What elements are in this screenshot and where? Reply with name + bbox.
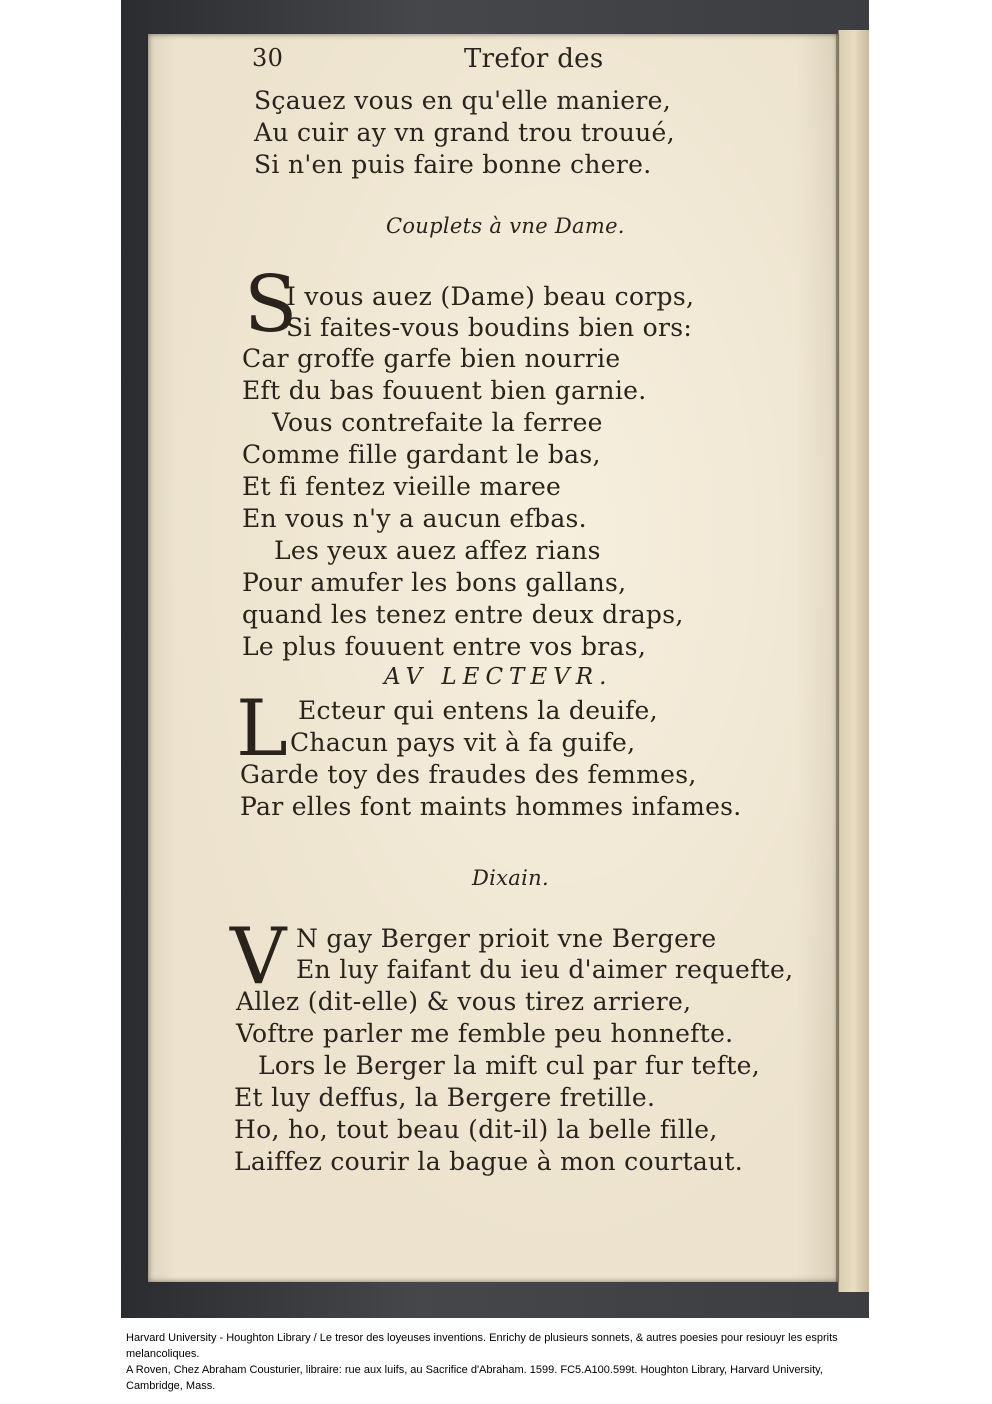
verse-line: I vous auez (Dame) beau corps, — [286, 282, 695, 311]
verse-line: Si faites-vous boudins bien ors: — [286, 313, 693, 342]
drop-capital: L — [236, 684, 288, 774]
verse-line: Garde toy des fraudes des femmes, — [240, 760, 697, 789]
page-number: 30 — [252, 44, 284, 72]
verse-line: En vous n'y a aucun efbas. — [242, 504, 587, 533]
verse-line: Eft du bas fouuent bien garnie. — [242, 376, 647, 405]
verse-line: Allez (dit-elle) & vous tirez arriere, — [236, 987, 692, 1016]
running-title: Trefor des — [464, 44, 604, 74]
caption-line: Harvard University - Houghton Library / Le tresor des loyeuses inventions. Enrichy de plusieurs sonnets, & autres poesies pour resiouyr les esprits melancoliques. — [126, 1332, 838, 1360]
verse-line: Pour amufer les bons gallans, — [242, 568, 627, 597]
verse-line: N gay Berger prioit vne Bergere — [296, 924, 717, 953]
verse-line: Laiffez courir la bague à mon courtaut. — [234, 1147, 744, 1176]
drop-capital: S — [244, 260, 298, 350]
verse-line: Sçauez vous en qu'elle maniere, — [254, 86, 671, 115]
verse-line: Par elles font maints hommes infames. — [240, 792, 742, 821]
section-title: Couplets à vne Dame. — [386, 214, 625, 238]
verse-line: Ecteur qui entens la deuife, — [298, 696, 658, 725]
verse-line: En luy faifant du ieu d'aimer requefte, — [296, 955, 794, 984]
verse-line: Au cuir ay vn grand trou trouué, — [254, 118, 675, 147]
verse-line: quand les tenez entre deux draps, — [242, 600, 684, 629]
verse-line: Ho, ho, tout beau (dit-il) la belle fille, — [234, 1115, 718, 1144]
verse-line: Les yeux auez affez rians — [274, 536, 601, 565]
verse-line: Lors le Berger la mift cul par fur tefte, — [258, 1051, 761, 1080]
verse-line: Si n'en puis faire bonne chere. — [254, 150, 652, 179]
section-title: Dixain. — [472, 866, 549, 890]
section-title: AV LECTEVR. — [384, 664, 613, 690]
verse-line: Et luy deffus, la Bergere fretille. — [234, 1083, 656, 1112]
verse-line: Comme fille gardant le bas, — [242, 440, 601, 469]
verse-line: Voftre parler me femble peu honnefte. — [236, 1019, 734, 1048]
verse-line: Car groffe garfe bien nourrie — [242, 344, 621, 373]
caption-line: A Roven, Chez Abraham Cousturier, libraire: rue aux luifs, au Sacrifice d'Abraham. 1599. FC5.A100.599t. Houghton Library, Harvard University, Cambridge, Mass. — [126, 1364, 823, 1392]
image-caption — [126, 1330, 866, 1394]
drop-capital: V — [230, 912, 287, 1002]
verse-line: Vous contrefaite la ferree — [272, 408, 603, 437]
page-fold-shadow — [836, 34, 840, 1282]
verse-line: Et fi fentez vieille maree — [242, 472, 562, 501]
verse-line: Le plus fouuent entre vos bras, — [242, 632, 647, 661]
next-page-edge — [838, 30, 869, 1292]
verse-line: Chacun pays vit à fa guife, — [290, 728, 636, 757]
